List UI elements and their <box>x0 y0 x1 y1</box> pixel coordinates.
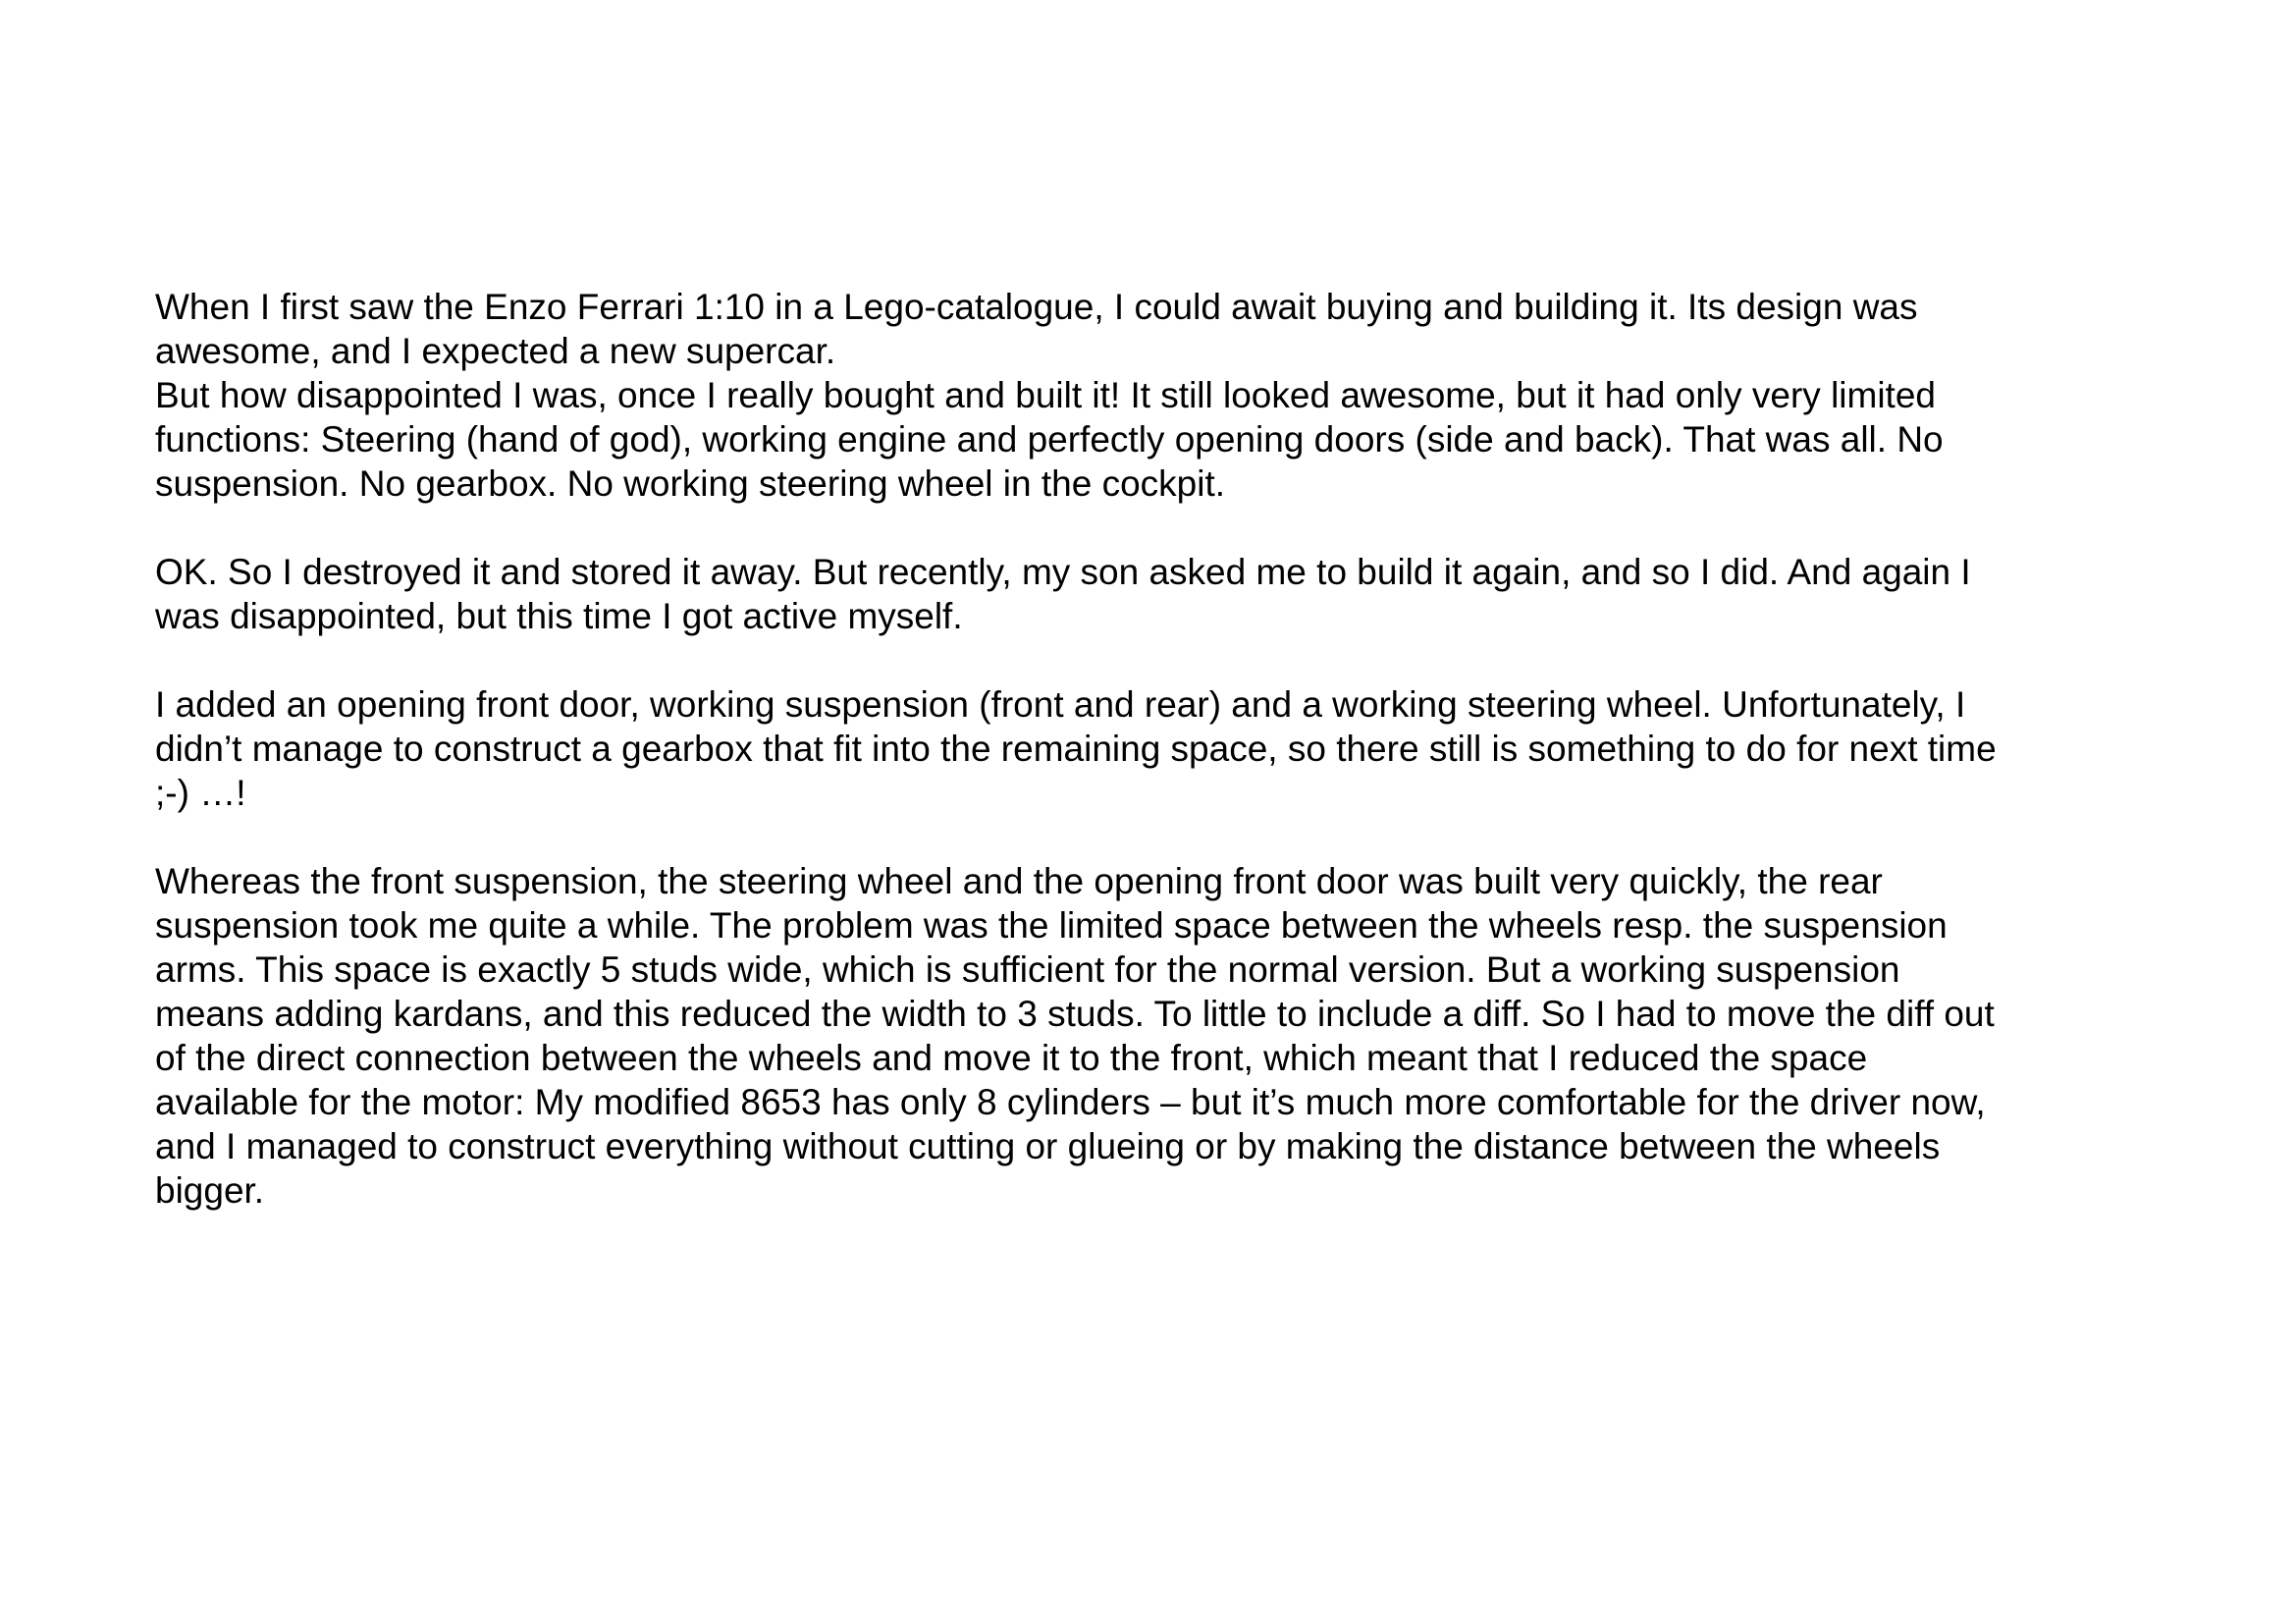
text-line: available for the motor: My modified 8653 has only 8 cylinders – but it’s much more comfortable for the driver now, <box>155 1082 1986 1122</box>
text-line: arms. This space is exactly 5 studs wide, which is sufficient for the normal version. But a working suspension <box>155 949 1900 990</box>
text-line: bigger. <box>155 1170 265 1211</box>
text-line: Whereas the front suspension, the steering wheel and the opening front door was built very quickly, the rear <box>155 861 1883 901</box>
text-line: OK. So I destroyed it and stored it away. But recently, my son asked me to build it again, and so I did. And again I <box>155 552 1971 592</box>
text-line: But how disappointed I was, once I really bought and built it! It still looked awesome, but it had only very limited <box>155 375 1936 415</box>
paragraph-spacer <box>155 638 2158 682</box>
paragraph-spacer <box>155 506 2158 550</box>
paragraph-1 <box>155 285 2158 506</box>
paragraph-2 <box>155 550 2158 638</box>
text-line: functions: Steering (hand of god), working engine and perfectly opening doors (side and back). That was all. No <box>155 419 1944 460</box>
text-line: When I first saw the Enzo Ferrari 1:10 in a Lego-catalogue, I could await buying and building it. Its design was <box>155 287 1918 327</box>
text-line: means adding kardans, and this reduced the width to 3 studs. To little to include a diff. So I had to move the diff out <box>155 994 1995 1034</box>
text-line: I added an opening front door, working suspension (front and rear) and a working steering wheel. Unfortunately, I <box>155 684 1966 725</box>
document-body <box>155 285 2158 1213</box>
text-line: was disappointed, but this time I got active myself. <box>155 596 963 636</box>
text-line: of the direct connection between the wheels and move it to the front, which meant that I reduced the space <box>155 1038 1868 1078</box>
text-line: suspension took me quite a while. The problem was the limited space between the wheels resp. the suspension <box>155 905 1948 946</box>
text-line: didn’t manage to construct a gearbox that fit into the remaining space, so there still is something to do for next time <box>155 729 1997 769</box>
paragraph-3 <box>155 682 2158 815</box>
text-line: ;-) …! <box>155 773 246 813</box>
text-line: awesome, and I expected a new supercar. <box>155 331 836 371</box>
text-line: suspension. No gearbox. No working steering wheel in the cockpit. <box>155 463 1226 504</box>
paragraph-spacer <box>155 815 2158 859</box>
paragraph-4 <box>155 859 2158 1213</box>
text-line: and I managed to construct everything without cutting or glueing or by making the distance between the wheels <box>155 1126 1941 1166</box>
